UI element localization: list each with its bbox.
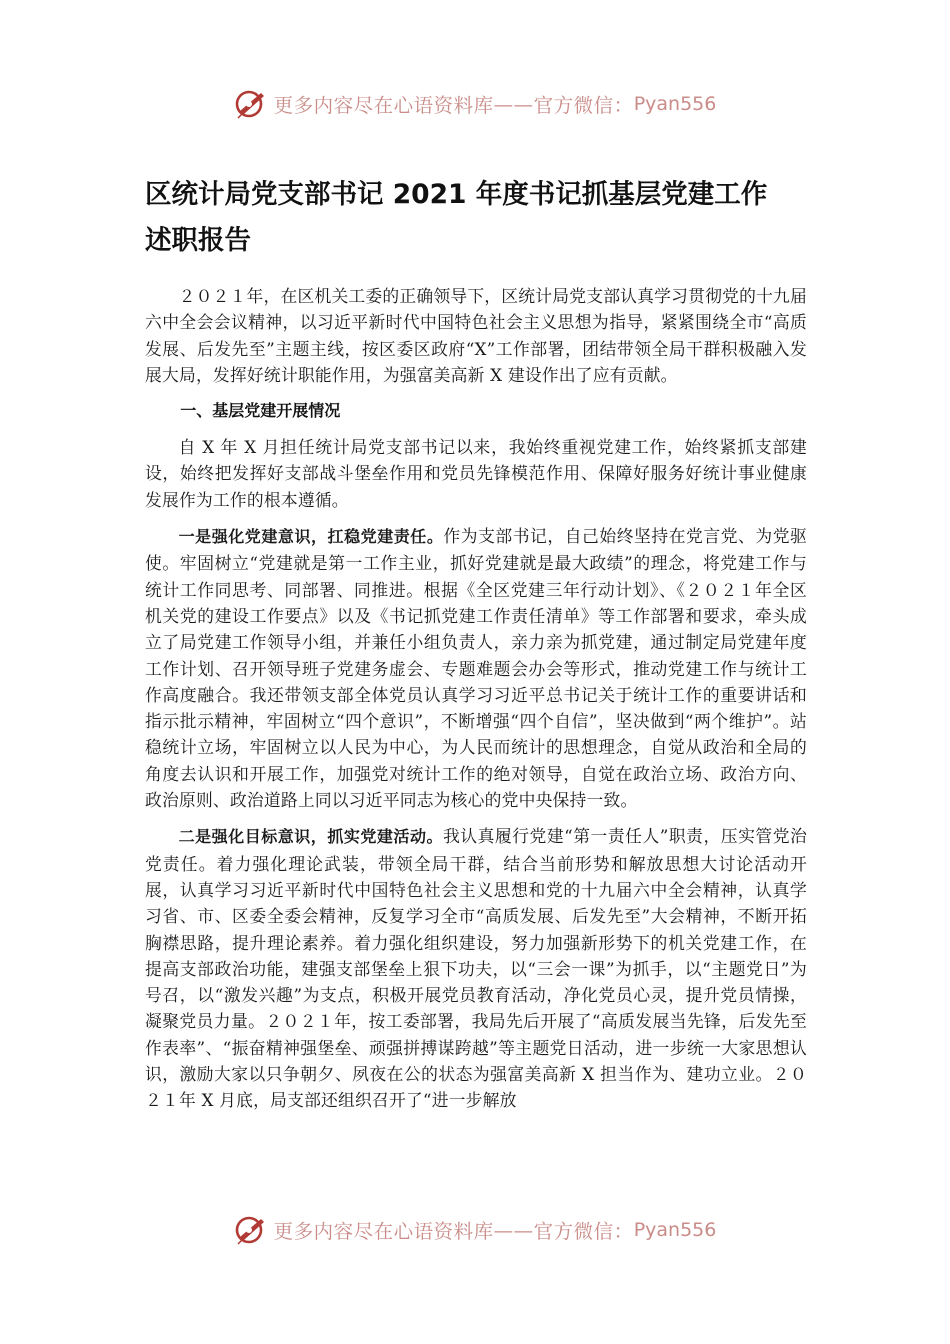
document-title-line-1: 区统计局党支部书记 2021 年度书记抓基层党建工作 xyxy=(145,179,768,210)
pen-circle-logo-icon xyxy=(234,1213,268,1247)
item-1-body: 作为支部书记，自己始终坚持在党言党、为党驱使。牢固树立“党建就是第一工作主业，抓好党建就是最大政绩”的理念，将党建工作与统计工作同思考、同部署、同推进。根据《全区党建三年行动计划》、《２０２１年全区机关党的建设工作要点》以及《书记抓党建工作责任清单》等工作部署和要求，牵头成立了局党建工作领导小组，并兼任小组负责人，亲力亲为抓党建，通过制定局党建年度工作计划、召开领导班子党建务虚会、专题难题会办会等形式，推动党建工作与统计工作高度融合。我还带领支部全体党员认真学习习近平总书记关于统计工作的重要讲话和指示批示精神，牢固树立“四个意识”，不断增强“四个自信”，坚决做到“两个维护”。站稳统计立场，牢固树立以人民为中心，为人民而统计的思想理念，自觉从政治和全局的角度去认识和开展工作，加强党对统计工作的绝对领导，自觉在政治立场、政治方向、政治原则、政治道路上同以习近平同志为核心的党中央保持一致。 xyxy=(145,526,808,811)
document-title xyxy=(145,172,815,264)
watermark-banner-bottom xyxy=(0,1210,950,1250)
watermark-brand: 更多内容尽在心语资料库 xyxy=(273,1220,494,1243)
watermark-banner-top xyxy=(0,84,950,124)
item-2-body: 我认真履行党建“第一责任人”职责，压实管党治党责任。着力强化理论武装，带领全局干群，结合当前形势和解放思想大讨论活动开展，认真学习习近平新时代中国特色社会主义思想和党的十九届六中全会精神，认真学习省、市、区委全委会精神，反复学习全市“高质发展、后发先至”大会精神，不断开拓胸襟思路，提升理论素养。着力强化组织建设，努力加强新形势下的机关党建工作，在提高支部政治功能，建强支部堡垒上狠下功夫，以“三会一课”为抓手，以“主题党日”为号召，以“激发兴趣”为支点，积极开展党员教育活动，净化党员心灵，提升党员情操，凝聚党员力量。２０２１年，按工委部署，我局先后开展了“高质发展当先锋，后发先至作表率”、“振奋精神强堡垒、顽强拼搏谋跨越”等主题党日活动，进一步统一大家思想认识，激励大家以只争朝夕、夙夜在公的状态为强富美高新 X 担当作为、建功立业。２０２１年 X 月底，局支部还组织召开了“进一步解放 xyxy=(145,826,808,1111)
document-title-line-2: 述职报告 xyxy=(145,225,251,256)
watermark-brand: 更多内容尽在心语资料库 xyxy=(273,94,494,117)
section-heading-1: 一、基层党建开展情况 xyxy=(180,401,341,421)
item-2-lead: 二是强化目标意识，抓实党建活动。 xyxy=(178,827,443,847)
pen-circle-logo-icon xyxy=(234,87,268,121)
section-1-paragraph: 自 X 年 X 月担任统计局党支部书记以来，我始终重视党建工作，始终紧抓支部建设，始终把发挥好支部战斗堡垒作用和党员先锋模范作用、保障好服务好统计事业健康发展作为工作的根本遵循。 xyxy=(145,437,807,510)
watermark-account: Pyan556 xyxy=(633,1219,717,1241)
watermark-label: 官方微信： xyxy=(533,94,634,117)
document-body xyxy=(145,283,807,1114)
intro-paragraph: ２０２１年，在区机关工委的正确领导下，区统计局党支部认真学习贯彻党的十九届六中全会会议精神，以习近平新时代中国特色社会主义思想为指导，紧紧围绕全市“高质发展、后发先至”主题主线，按区委区政府“X”工作部署，团结带领全局干群积极融入发展大局，发挥好统计职能作用，为强富美高新 X 建设作出了应有贡献。 xyxy=(145,286,807,385)
watermark-dash: —— xyxy=(493,92,534,116)
watermark-label: 官方微信： xyxy=(533,1220,634,1243)
item-2-paragraph xyxy=(145,823,807,1113)
watermark-dash: —— xyxy=(493,1218,534,1242)
item-1-lead: 一是强化党建意识，扛稳党建责任。 xyxy=(178,527,444,547)
watermark-account: Pyan556 xyxy=(633,93,717,115)
item-1-paragraph xyxy=(145,523,807,813)
